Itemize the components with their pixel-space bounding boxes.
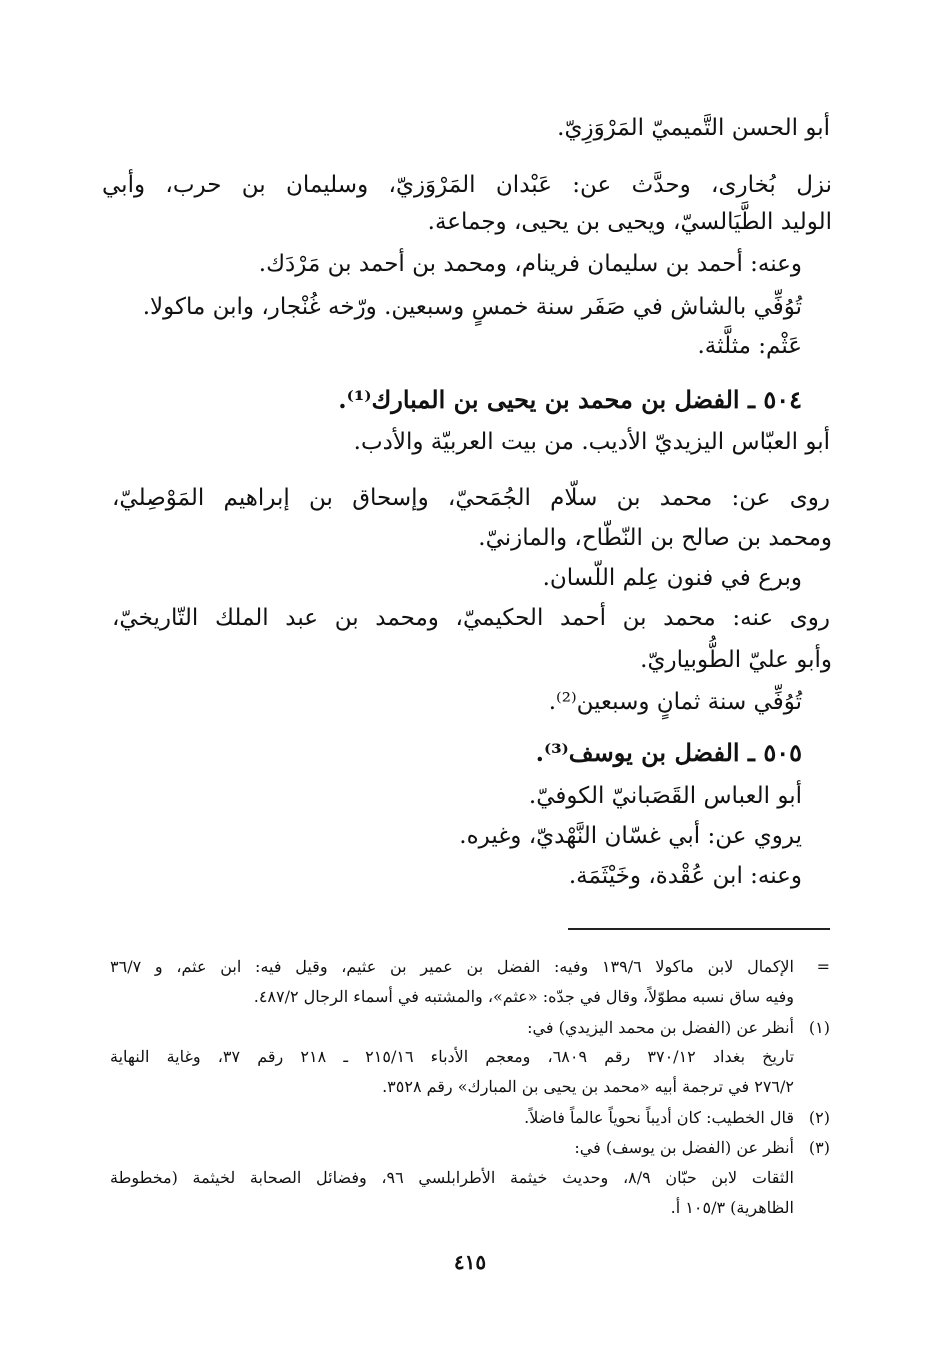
footnote-1 [527,1014,830,1042]
entry-heading-505: ٥٠٥ ـ الفضل بن يوسف⁽³⁾. [535,738,802,767]
text-line: أبو العباس القَصَبانيّ الكوفيّ. [528,783,802,809]
footnote-3 [574,1134,830,1162]
entry-heading-504: ٥٠٤ ـ الفضل بن محمد بن يحيى بن المبارك⁽¹⁾. [338,385,802,414]
text-line: تُوُفِّي سنة ثمانٍ وسبعين⁽²⁾. [548,689,802,715]
text-line: روى عنه: محمد بن أحمد الحكيميّ، ومحمد بن عبد الملك التّاريخيّ، [112,605,830,631]
text-line: وعنه: ابن عُقْدة، وخَيْثَمَة. [568,863,802,889]
text-line: عَثْم: مثلَّثة. [697,333,802,359]
footnote-mark: (٣) [808,1138,830,1157]
text-line: يروي عن: أبي غسّان النَّهْديّ، وغيره. [459,823,802,849]
text-line: أبو الحسن التَّميميّ المَرْوَزِيّ. [557,115,830,141]
footnote-line: ٢٧٦/٢ في ترجمة أبيه «محمد بن يحيى بن المبارك» رقم ٣٥٢٨. [382,1077,794,1096]
footnote-text: أنظر عن (الفضل بن يوسف) في: [574,1138,794,1157]
text-line: وعنه: أحمد بن سليمان فرينام، ومحمد بن أحمد بن مَرْدَك. [258,251,802,277]
footnote-line: وفيه ساق نسبه مطوّلاً، وقال في جدّه: «عثم»، والمشتبه في أسماء الرجال ٤٨٧/٢. [253,987,794,1006]
text-line: ومحمد بن صالح بن النّطّاح، والمازنيّ. [478,525,832,551]
text-line: أبو العبّاس اليزيديّ الأديب. من بيت العربيّة والأدب. [353,429,830,455]
footnote-mark: (٢) [808,1108,830,1127]
footnote-text: قال الخطيب: كان أديباً نحوياً عالماً فاضلاً. [524,1108,794,1127]
footnote-2 [524,1104,830,1132]
page-number: ٤١٥ [453,1250,487,1274]
footnote-text: الإكمال لابن ماكولا ١٣٩/٦ وفيه: الفضل بن عمير بن عثيم، وقيل فيه: ابن عثم، و ٣٦/٧ [110,957,795,976]
footnote-mark: (١) [808,1018,830,1037]
footnote-mark: = [816,957,831,976]
footnote-text: أنظر عن (الفضل بن محمد اليزيدي) في: [527,1018,794,1037]
footnote-line: الظاهرية) ١٠٥/٣ أ. [670,1198,794,1217]
footnote-line: الثقات لابن حبّان ٨/٩، وحديث خيثمة الأطرابلسي ٩٦، وفضائل الصحابة لخيثمة (مخطوطة [110,1168,795,1187]
text-line: نزل بُخارى، وحدَّث عن: عَبْدان المَرْوَزيّ، وسليمان بن حرب، وأبي [102,172,832,198]
text-line: تُوُفِّي بالشاش في صَفَر سنة خمسٍ وسبعين. ورّخه غُنْجار، وابن ماكولا. [142,294,802,320]
footnote-line: تاريخ بغداد ٣٧٠/١٢ رقم ٦٨٠٩، ومعجم الأدباء ٢١٥/١٦ ـ ٢١٨ رقم ٣٧، وغاية النهاية [110,1047,795,1066]
text-line: وبرع في فنون عِلم اللّسان. [542,565,802,591]
footnote-divider [568,928,830,930]
text-line: وأبو عليّ الطُّوبياريّ. [640,647,832,673]
text-line: الوليد الطَّيَالسيّ، ويحيى بن يحيى، وجماعة. [427,209,832,235]
text-line: روى عن: محمد بن سلّام الجُمَحيّ، وإسحاق بن إبراهيم المَوْصِليّ، [112,485,830,511]
footnote-continuation [110,953,830,981]
